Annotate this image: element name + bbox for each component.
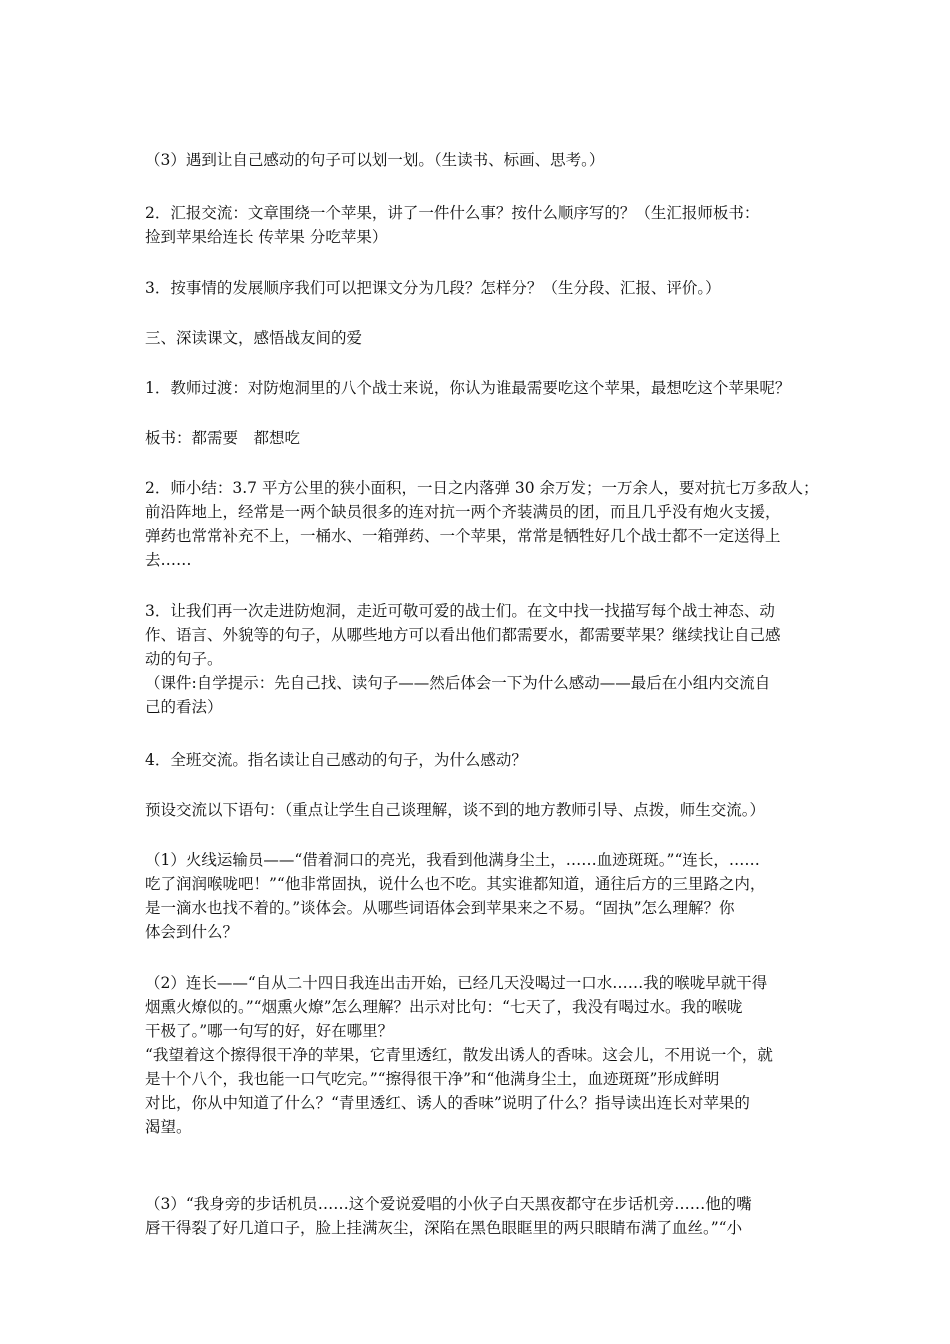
paragraph-12: [145, 971, 835, 1139]
text-line: 1．教师过渡：对防炮洞里的八个战士来说，你认为谁最需要吃这个苹果，最想吃这个苹果呢？: [145, 379, 791, 397]
paragraph-10: [145, 798, 835, 822]
text-line: “我望着这个擦得很干净的苹果，它青里透红，散发出诱人的香味。这会儿，不用说一个，就: [145, 1046, 773, 1064]
paragraph-11: [145, 848, 835, 944]
text-line: 唇干得裂了好几道口子，脸上挂满灰尘，深陷在黑色眼眶里的两只眼睛布满了血丝。”“小: [145, 1219, 743, 1237]
text-line: 2．汇报交流：文章围绕一个苹果，讲了一件什么事？按什么顺序写的？（生汇报师板书：: [145, 204, 760, 222]
text-line: （1）火线运输员——“借着洞口的亮光，我看到他满身尘土，……血迹斑斑。”“连长，……: [145, 851, 760, 869]
text-line: 吃了润润喉咙吧！”“他非常固执，说什么也不吃。其实谁都知道，通往后方的三里路之内，: [145, 875, 766, 893]
paragraph-3: [145, 276, 835, 300]
text-line: 三、深读课文，感悟战友间的爱: [145, 329, 363, 347]
section-heading: [145, 326, 835, 350]
text-line: 3．按事情的发展顺序我们可以把课文分为几段？怎样分？（生分段、汇报、评价。）: [145, 279, 721, 297]
paragraph-13: [145, 1192, 835, 1240]
text-line: 作、语言、外貌等的句子，从哪些地方可以看出他们都需要水，都需要苹果？继续找让自己感: [145, 626, 781, 644]
text-line: （课件:自学提示：先自己找、读句子——然后体会一下为什么感动——最后在小组内交流自: [145, 674, 771, 692]
paragraph-6: [145, 426, 835, 450]
text-line: （3）遇到让自己感动的句子可以划一划。（生读书、标画、思考。）: [145, 151, 605, 169]
text-line: 捡到苹果给连长 传苹果 分吃苹果）: [145, 228, 388, 246]
paragraph-1: [145, 148, 835, 172]
paragraph-2: [145, 201, 835, 249]
paragraph-9: [145, 748, 835, 772]
text-line: 2．师小结：3.7 平方公里的狭小面积，一日之内落弹 30 余万发；一万余人，要对抗七万多敌人；: [145, 479, 819, 497]
text-line: 去……: [145, 551, 192, 569]
text-line: 板书：都需要 都想吃: [145, 429, 301, 447]
text-line: 4．全班交流。指名读让自己感动的句子，为什么感动？: [145, 751, 527, 769]
paragraph-8: [145, 599, 835, 719]
text-line: （2）连长——“自从二十四日我连出击开始，已经几天没喝过一口水……我的喉咙早就干得: [145, 974, 768, 992]
paragraph-7: [145, 476, 835, 572]
text-line: （3）“我身旁的步话机员……这个爱说爱唱的小伙子白天黑夜都守在步话机旁……他的嘴: [145, 1195, 752, 1213]
text-line: 己的看法）: [145, 698, 223, 716]
text-line: 前沿阵地上，经常是一两个缺员很多的连对抗一两个齐装满员的团，而且几乎没有炮火支援，: [145, 503, 781, 521]
text-line: 是一滴水也找不着的。”谈体会。从哪些词语体会到苹果来之不易。“固执”怎么理解？你: [145, 899, 735, 917]
text-line: 动的句子。: [145, 650, 223, 668]
text-line: 渴望。: [145, 1118, 192, 1136]
text-line: 烟熏火燎似的。”“烟熏火燎”怎么理解？出示对比句：“七天了，我没有喝过水。我的喉咙: [145, 998, 743, 1016]
text-line: 体会到什么？: [145, 923, 239, 941]
text-line: 3．让我们再一次走进防炮洞，走近可敬可爱的战士们。在文中找一找描写每个战士神态、动: [145, 602, 775, 620]
text-line: 干极了。”哪一句写的好，好在哪里？: [145, 1022, 394, 1040]
text-line: 预设交流以下语句：（重点让学生自己谈理解，谈不到的地方教师引导、点拨，师生交流。）: [145, 801, 766, 819]
text-line: 弹药也常常补充不上，一桶水、一箱弹药、一个苹果，常常是牺牲好几个战士都不一定送得上: [145, 527, 781, 545]
text-line: 对比，你从中知道了什么？“青里透红、诱人的香味”说明了什么？指导读出连长对苹果的: [145, 1094, 750, 1112]
paragraph-5: [145, 376, 835, 400]
text-line: 是十个八个，我也能一口气吃完。”“擦得很干净”和“他满身尘土，血迹斑斑”形成鲜明: [145, 1070, 720, 1088]
